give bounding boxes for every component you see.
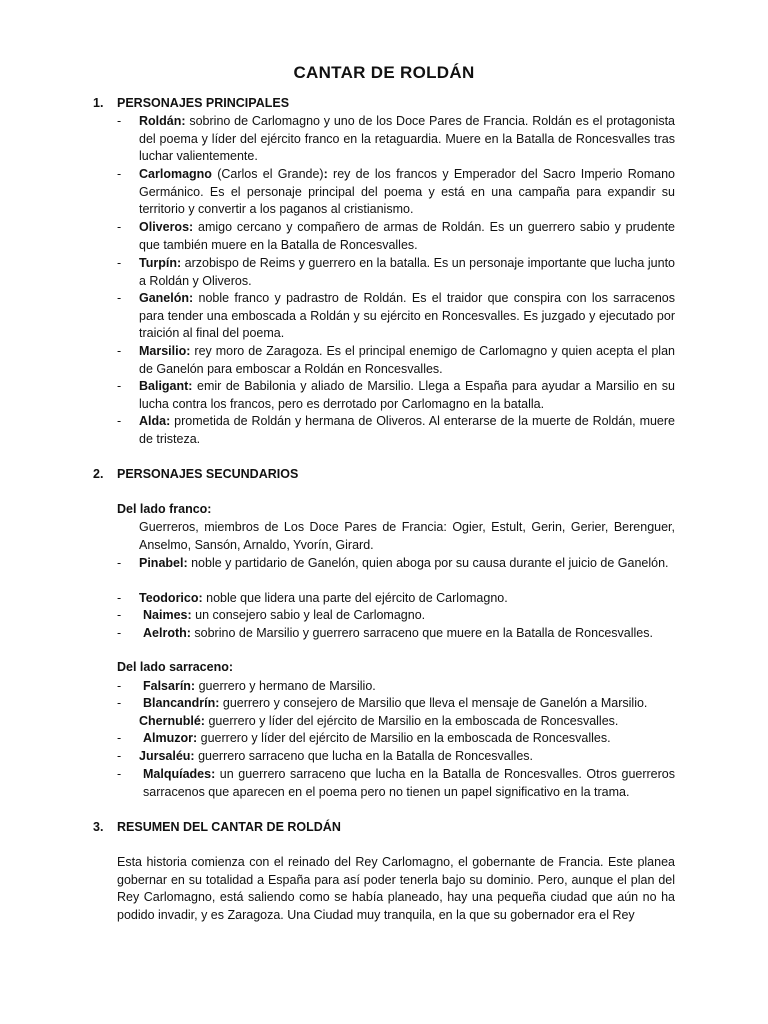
dash-bullet: - (117, 626, 122, 640)
item-text: guerrero y líder del ejército de Marsilio en la emboscada de Roncesvalles. (197, 731, 611, 745)
dash-bullet: - (117, 256, 122, 270)
item-term: Falsarín: (143, 679, 196, 693)
item-text: prometida de Roldán y hermana de Oliveros. Al enterarse de la muerte de Roldán, muere de tristeza. (139, 414, 675, 446)
section-title: PERSONAJES PRINCIPALES (117, 96, 290, 110)
item-term: Jursaléu: (139, 749, 195, 763)
list-item-almuzor (117, 730, 675, 748)
list-item-ganelon (117, 290, 675, 343)
item-text: guerrero y hermano de Marsilio. (195, 679, 376, 693)
subheading-lado-sarraceno: Del lado sarraceno: (117, 660, 234, 674)
section-number: 2. (93, 467, 104, 481)
section-heading-personajes-principales (93, 96, 653, 110)
list-item-aelroth (117, 625, 675, 643)
dash-bullet: - (117, 767, 122, 781)
list-item-marsilio (117, 343, 675, 378)
dash-bullet: - (117, 679, 122, 693)
dash-bullet: - (117, 414, 122, 428)
list-item-alda (117, 413, 675, 448)
item-text: arzobispo de Reims y guerrero en la batalla. Es un personaje importante que lucha junto a Roldán y Oliveros. (139, 256, 675, 288)
item-term-aside: (Carlos el Grande) (211, 167, 324, 181)
dash-bullet: - (117, 608, 122, 622)
item-term: Baligant: (139, 379, 193, 393)
dash-bullet: - (117, 591, 122, 605)
section-title: PERSONAJES SECUNDARIOS (117, 467, 299, 481)
item-term: Malquíades: (143, 767, 216, 781)
list-item-doce-pares (117, 519, 675, 554)
section-heading-personajes-secundarios (93, 467, 653, 481)
item-term: Ganelón: (139, 291, 194, 305)
list-item-blancandrin (117, 695, 675, 713)
item-text: noble que lidera una parte del ejército de Carlomagno. (202, 591, 508, 605)
list-item-teodorico (117, 590, 675, 608)
item-term: Pinabel: (139, 556, 188, 570)
dash-bullet: - (117, 749, 122, 763)
item-text: sobrino de Marsilio y guerrero sarraceno que muere en la Batalla de Roncesvalles. (190, 626, 653, 640)
item-term-colon: : (323, 167, 328, 181)
dash-bullet: - (117, 379, 122, 393)
item-text: Guerreros, miembros de Los Doce Pares de Francia: Ogier, Estult, Gerin, Gerier, Berenguer, Anselmo, Sansón, Arnaldo, Yvorín, Girard. (139, 520, 675, 552)
list-item-roldan (117, 113, 675, 166)
item-term: Turpín: (139, 256, 182, 270)
item-term: Naimes: (143, 608, 192, 622)
dash-bullet: - (117, 220, 122, 234)
dash-bullet: - (117, 731, 122, 745)
item-text: noble y partidario de Ganelón, quien aboga por su causa durante el juicio de Ganelón. (187, 556, 669, 570)
list-item-oliveros (117, 219, 675, 254)
document-title: CANTAR DE ROLDÁN (293, 63, 475, 82)
item-term: Teodorico: (139, 591, 203, 605)
item-text: emir de Babilonia y aliado de Marsilio. Llega a España para ayudar a Marsilio en su lucha contra los francos, pero es derrotado por Carlomagno en la batalla. (139, 379, 675, 411)
item-text: rey moro de Zaragoza. Es el principal enemigo de Carlomagno y quien acepta el plan de Ganelón para emboscar a Roldán en Roncesvalles. (139, 344, 675, 376)
section-number: 1. (93, 96, 104, 110)
dash-bullet: - (117, 291, 122, 305)
item-term: Chernublé: (139, 714, 205, 728)
summary-paragraph: Esta historia comienza con el reinado del Rey Carlomagno, el gobernante de Francia. Este planea gobernar en su totalidad a España para así poder tenerla bajo su dominio. Pero, aunque el plan del Rey Carlomagno, está saliendo como se había planeado, hay una pequeña ciudad que aún no ha podido invadir, y es Zaragoza. Una Ciudad muy tranquila, en la que su gobernador era el Rey (117, 855, 675, 922)
subheading-lado-franco: Del lado franco: (117, 502, 212, 516)
dash-bullet: - (117, 696, 122, 710)
item-text: guerrero y consejero de Marsilio que lleva el mensaje de Ganelón a Marsilio. (219, 696, 648, 710)
list-item-malquiades (117, 766, 675, 801)
dash-bullet: - (117, 114, 122, 128)
dash-bullet: - (117, 167, 122, 181)
section-title: RESUMEN DEL CANTAR DE ROLDÁN (117, 820, 341, 834)
item-text: guerrero y líder del ejército de Marsilio en la emboscada de Roncesvalles. (204, 714, 619, 728)
dash-bullet: - (117, 344, 122, 358)
list-item-naimes (117, 607, 675, 625)
item-text: rey de los francos y Emperador del Sacro Imperio Romano Germánico. Es el personaje principal del poema y está en una campaña para expandir su territorio y convertir a los paganos al cristianismo. (139, 167, 675, 217)
list-item-chernuble (117, 713, 675, 731)
item-term: Blancandrín: (143, 696, 220, 710)
item-term: Roldán: (139, 114, 186, 128)
list-item-baligant (117, 378, 675, 413)
dash-bullet: - (117, 556, 122, 570)
item-term: Aelroth: (143, 626, 191, 640)
list-item-carlomagno (117, 166, 675, 219)
item-text: guerrero sarraceno que lucha en la Batalla de Roncesvalles. (194, 749, 533, 763)
list-item-falsarin (117, 678, 675, 696)
section-heading-resumen (93, 820, 653, 834)
item-term: Carlomagno (139, 167, 212, 181)
section-number: 3. (93, 820, 104, 834)
list-item-pinabel (117, 555, 675, 573)
item-text: amigo cercano y compañero de armas de Roldán. Es un guerrero sabio y prudente que también muere en la Batalla de Roncesvalles. (139, 220, 675, 252)
item-term: Oliveros: (139, 220, 194, 234)
item-text: un consejero sabio y leal de Carlomagno. (191, 608, 426, 622)
item-term: Alda: (139, 414, 171, 428)
list-item-jursaleu (117, 748, 675, 766)
list-item-turpin (117, 255, 675, 290)
item-term: Marsilio: (139, 344, 191, 358)
item-text: noble franco y padrastro de Roldán. Es el traidor que conspira con los sarracenos para tender una emboscada a Roldán y su ejército en Roncesvalles. Es juzgado y ejecutado por traición al final del poema. (139, 291, 675, 341)
item-text: sobrino de Carlomagno y uno de los Doce Pares de Francia. Roldán es el protagonista del poema y líder del ejército franco en la retaguardia. Muere en la Batalla de Roncesvalles tras luchar valientemente. (139, 114, 675, 164)
item-text: un guerrero sarraceno que lucha en la Batalla de Roncesvalles. Otros guerreros sarracenos que aparecen en el poema pero no tienen un papel significativo en la trama. (143, 767, 675, 799)
item-term: Almuzor: (143, 731, 198, 745)
